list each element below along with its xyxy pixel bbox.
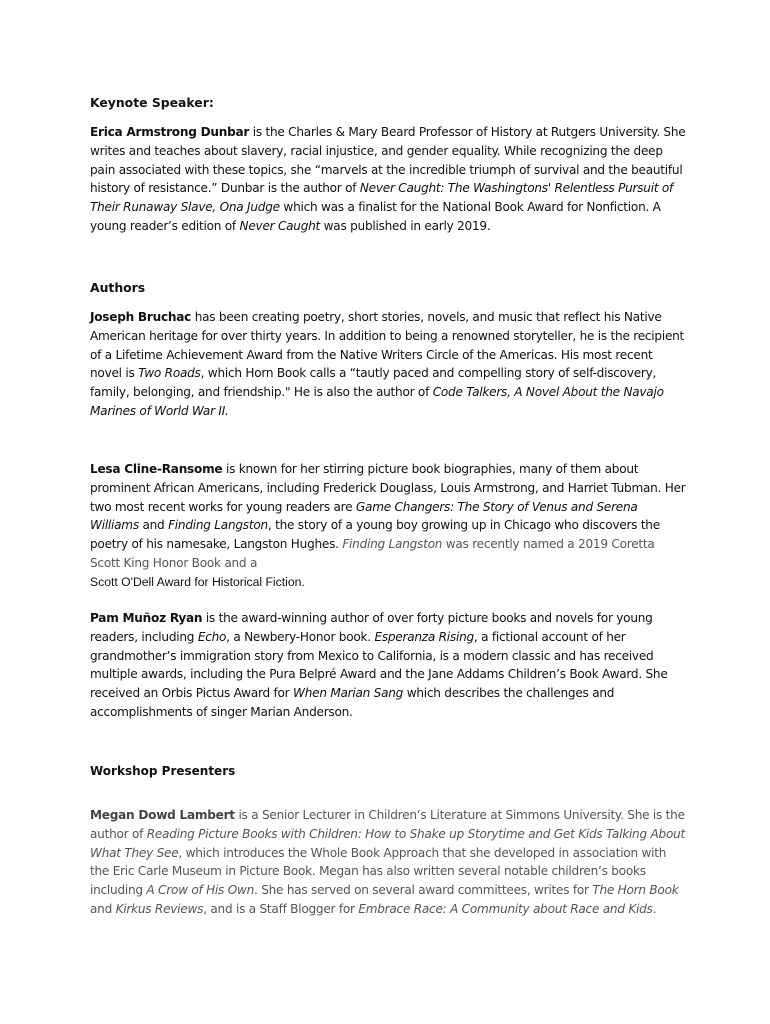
author-name: Lesa Cline-Ransome — [90, 462, 223, 476]
paragraph-text: , which introduces the Whole Book Approach that she developed in association with the Eric Carle Museum in Picture Book. Megan has also written several notable children’s books including — [90, 845, 667, 898]
paragraph-text: is known for her stirring picture book biographies, many of them about prominent African Americans, including Frederick Douglass, Louis Armstrong, and Harriet Tubman. Her two most recent works for young readers are — [90, 462, 686, 514]
book-title: A Crow of His Own — [146, 883, 255, 898]
publication-title: Embrace Race: A Community about Race and Kids — [358, 901, 653, 916]
paragraph-text: was published in early 2019. — [320, 218, 491, 233]
paragraph-text: and — [90, 901, 116, 916]
paragraph-text: . — [652, 901, 657, 916]
book-title: Finding Langston — [342, 537, 443, 552]
book-title: Two Roads — [138, 366, 201, 381]
authors-heading: Authors — [90, 280, 146, 295]
paragraph-text: , the story of a young boy growing up in Chicago who discovers the poetry of his namesake, Langston Hughes. — [90, 518, 660, 552]
book-title: Never Caught: The Washingtons' Relentless Pursuit of Their Runaway Slave, Ona Judge — [90, 181, 674, 215]
publication-title: Kirkus Reviews — [115, 901, 204, 916]
paragraph-text: , and is a Staff Blogger for — [203, 901, 359, 916]
paragraph-text: has been creating poetry, short stories, novels, and music that reflect his Native American heritage for over thirty years. In addition to being a renowned storyteller, he is the recipient of a Lifetime Achievement Award from the Native Writers Circle of the Americas. His most recent novel is — [90, 310, 685, 381]
paragraph-text: which was a finalist for the National Book Award for Nonfiction. A young reader’s edition of — [90, 200, 661, 233]
paragraph-text: was recently named a 2019 Coretta Scott King Honor Book and a — [90, 537, 655, 570]
book-title: Code Talkers, A Novel About the Navajo Marines of World War II. — [90, 385, 664, 418]
paragraph-text: is a Senior Lecturer in Children’s Literature at Simmons University. She is the author of — [90, 808, 685, 841]
workshop-heading: Workshop Presenters — [90, 764, 236, 778]
presenter-name: Megan Dowd Lambert — [90, 808, 235, 822]
paragraph-text: , which Horn Book calls a “tautly paced and compelling story of self-discovery, family, belonging, and friendship." He is also the author of — [90, 366, 657, 400]
paragraph-text: Scott O'Dell Award for Historical Fiction. — [90, 574, 305, 589]
ryan-paragraph — [90, 609, 686, 722]
book-title: Never Caught — [239, 218, 321, 233]
paragraph-text: and — [138, 518, 169, 533]
book-title: When Marian Sang — [293, 686, 404, 701]
bruchac-paragraph — [90, 308, 686, 421]
publication-title: The Horn Book — [592, 883, 679, 898]
paragraph-text: , a fictional account of her grandmother’s immigration story from Mexico to California, is a modern classic and has received multiple awards, including the Pura Belpré Award and the Jane Addams Children’s Book Award. She received an Orbis Pictus Award for — [90, 629, 668, 701]
author-name: Pam Muñoz Ryan — [90, 611, 203, 625]
keynote-heading: Keynote Speaker: — [90, 95, 214, 110]
paragraph-text: which describes the challenges and accomplishments of singer Marian Anderson. — [90, 686, 615, 719]
book-title: Echo — [197, 629, 227, 644]
speaker-name: Erica Armstrong Dunbar — [90, 125, 250, 139]
author-name: Joseph Bruchac — [90, 310, 192, 324]
ransome-paragraph — [90, 460, 686, 592]
keynote-paragraph — [90, 123, 686, 236]
book-title: Esperanza Rising — [374, 629, 474, 644]
book-title: Reading Picture Books with Children: How to Shake up Storytime and Get Kids Talking About What They See — [90, 826, 685, 860]
paragraph-text: is the Charles & Mary Beard Professor of History at Rutgers University. She writes and teaches about slavery, racial injustice, and gender equality. While recognizing the deep pain associated with these topics, she “marvels at the incredible triumph of survival and the beautiful history of resistance.” Dunbar is the author of — [90, 125, 686, 196]
paragraph-text: , a Newbery-Honor book. — [226, 629, 375, 644]
lambert-paragraph — [90, 806, 686, 919]
paragraph-text: is the award-winning author of over forty picture books and novels for young readers, including — [90, 611, 653, 644]
book-title: Game Changers: The Story of Venus and Serena Williams — [90, 499, 638, 533]
book-title: Finding Langston — [168, 518, 268, 533]
paragraph-text: . She has served on several award committees, writes for — [254, 883, 593, 898]
